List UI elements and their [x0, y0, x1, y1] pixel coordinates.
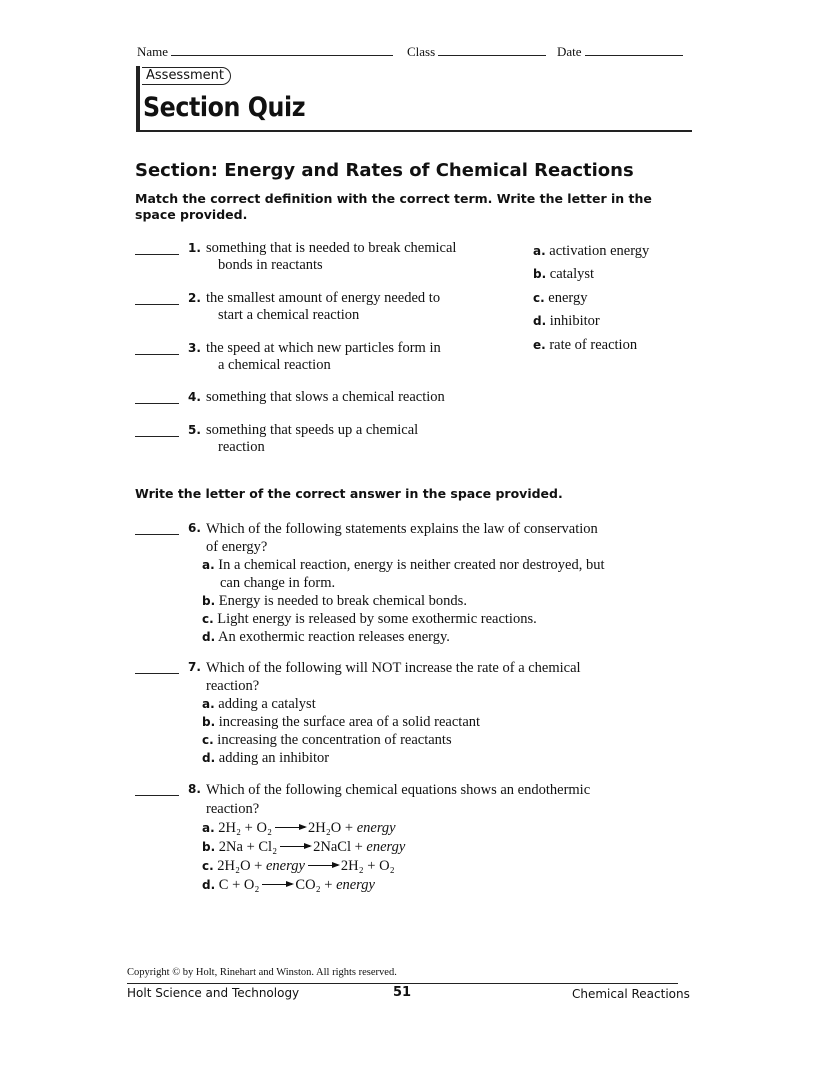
equation-option: [202, 857, 590, 876]
text: can change in form.: [220, 575, 336, 591]
text: activation energy: [549, 243, 650, 259]
chapter-name: Chemical Reactions: [572, 987, 690, 1001]
text: adding an inhibitor: [218, 750, 330, 766]
text: energy: [548, 290, 588, 306]
question-number: 6.: [188, 521, 201, 535]
equation-option: [202, 838, 590, 857]
text: a chemical reaction: [218, 357, 331, 373]
text: energy: [336, 877, 375, 893]
answer-blank-6[interactable]: [135, 534, 179, 535]
arrow-icon: [280, 846, 310, 847]
answer-blank-7[interactable]: [135, 673, 179, 674]
answer-blank-3[interactable]: [135, 354, 179, 355]
text: reaction: [218, 439, 265, 455]
text: bonds in reactants: [218, 257, 323, 273]
question-number: 1.: [188, 241, 201, 255]
term-item: [533, 243, 649, 260]
question-text: [206, 340, 441, 374]
text: d.: [202, 630, 216, 644]
term-item: [533, 337, 637, 354]
text: reaction?: [206, 678, 260, 694]
text: increasing the concentration of reactants: [217, 732, 452, 748]
date-field[interactable]: [557, 44, 683, 60]
arrow-icon: [308, 865, 338, 866]
text: d.: [202, 878, 216, 892]
question-number: 4.: [188, 390, 201, 404]
text: c.: [202, 612, 214, 626]
date-label: Date: [557, 44, 582, 59]
question-number: 8.: [188, 782, 201, 796]
answer-blank-2[interactable]: [135, 304, 179, 305]
text: energy: [366, 839, 406, 855]
text: Which of the following will NOT increase the rate of a chemical: [206, 660, 581, 676]
term-item: [533, 266, 594, 283]
text: 2H₂O +: [308, 820, 357, 836]
text: the smallest amount of energy needed to: [206, 290, 441, 306]
equation-option: [202, 819, 590, 838]
text: b.: [202, 715, 216, 729]
text: the speed at which new particles form in: [206, 340, 441, 356]
text: Which of the following statements explains the law of conservation: [206, 521, 598, 537]
text: inhibitor: [549, 313, 600, 329]
text: b.: [202, 840, 216, 854]
question-text: [206, 290, 440, 324]
answer-blank-4[interactable]: [135, 403, 179, 404]
term-item: [533, 290, 588, 307]
question-text: [206, 240, 456, 274]
text: energy: [265, 858, 305, 874]
page-title: Section Quiz: [143, 92, 306, 123]
question-8: [202, 781, 591, 895]
text: c.: [533, 291, 545, 305]
text: rate of reaction: [549, 337, 638, 353]
matching-instructions: Match the correct definition with the correct term. Write the letter in the space provided.: [135, 191, 652, 222]
answer-blank-8[interactable]: [135, 795, 179, 796]
option: [202, 731, 581, 749]
text: Light energy is released by some exothermic reactions.: [217, 611, 537, 627]
option: [202, 556, 605, 592]
text: something that speeds up a chemical: [206, 422, 419, 438]
option: [202, 628, 605, 646]
text: C + O₂: [218, 877, 260, 893]
text: An exothermic reaction releases energy.: [217, 629, 450, 645]
term-item: [533, 313, 600, 330]
publisher: Holt Science and Technology: [127, 986, 300, 1000]
date-blank[interactable]: [585, 55, 683, 56]
text: something that is needed to break chemical: [206, 240, 457, 256]
text: In a chemical reaction, energy is neither created nor destroyed, but: [218, 557, 605, 573]
name-blank[interactable]: [171, 55, 393, 56]
text: 2H₂O +: [217, 858, 266, 874]
question-number: 5.: [188, 423, 201, 437]
answer-blank-5[interactable]: [135, 436, 179, 437]
multiple-choice-instructions: Write the letter of the correct answer in the space provided.: [135, 486, 563, 501]
option: [202, 713, 581, 731]
option: [202, 592, 605, 610]
name-label: Name: [137, 44, 169, 59]
title-bar-accent: [136, 66, 140, 130]
page-number: 51: [393, 985, 412, 1000]
option: [202, 749, 581, 767]
text: 2NaCl +: [313, 839, 367, 855]
option: [202, 695, 581, 713]
class-label: Class: [407, 44, 436, 59]
text: adding a catalyst: [218, 696, 316, 712]
text: 2Na + Cl₂: [218, 839, 278, 855]
text: of energy?: [206, 539, 268, 555]
question-6: [202, 520, 605, 646]
question-text: [206, 422, 418, 456]
text: increasing the surface area of a solid reactant: [218, 714, 481, 730]
text: b.: [533, 267, 547, 281]
text: d.: [202, 751, 216, 765]
text: Which of the following chemical equations shows an endothermic: [206, 782, 591, 798]
assessment-badge: Assessment: [142, 67, 231, 85]
text: e.: [533, 338, 546, 352]
arrow-icon: [262, 884, 292, 885]
text: energy: [356, 820, 396, 836]
question-7: [202, 659, 581, 767]
question-number: 2.: [188, 291, 201, 305]
text: reaction?: [206, 801, 260, 817]
text: start a chemical reaction: [218, 307, 360, 323]
text: a.: [202, 697, 215, 711]
text: a.: [202, 558, 215, 572]
text: a.: [202, 821, 215, 835]
question-number: 3.: [188, 341, 201, 355]
text: catalyst: [549, 266, 595, 282]
text: CO₂ +: [295, 877, 337, 893]
answer-blank-1[interactable]: [135, 254, 179, 255]
text: 2H₂ + O₂: [340, 858, 395, 874]
text: b.: [202, 594, 216, 608]
title-rule: [136, 130, 692, 132]
text: a.: [533, 244, 546, 258]
equation-option: [202, 876, 590, 895]
arrow-icon: [275, 827, 305, 828]
question-number: 7.: [188, 660, 201, 674]
text: d.: [533, 314, 547, 328]
text: 2H₂ + O₂: [218, 820, 273, 836]
option: [202, 610, 605, 628]
text: c.: [202, 733, 214, 747]
footer-rule: [127, 983, 678, 984]
question-text: [206, 389, 445, 406]
text: Energy is needed to break chemical bonds.: [218, 593, 467, 609]
text: c.: [202, 859, 214, 873]
name-field[interactable]: [137, 44, 393, 60]
class-blank[interactable]: [438, 55, 546, 56]
text: something that slows a chemical reaction: [206, 389, 445, 405]
copyright: Copyright © by Holt, Rinehart and Winston. All rights reserved.: [127, 967, 397, 978]
class-field[interactable]: [407, 44, 546, 60]
section-title: Section: Energy and Rates of Chemical Reactions: [135, 160, 634, 181]
